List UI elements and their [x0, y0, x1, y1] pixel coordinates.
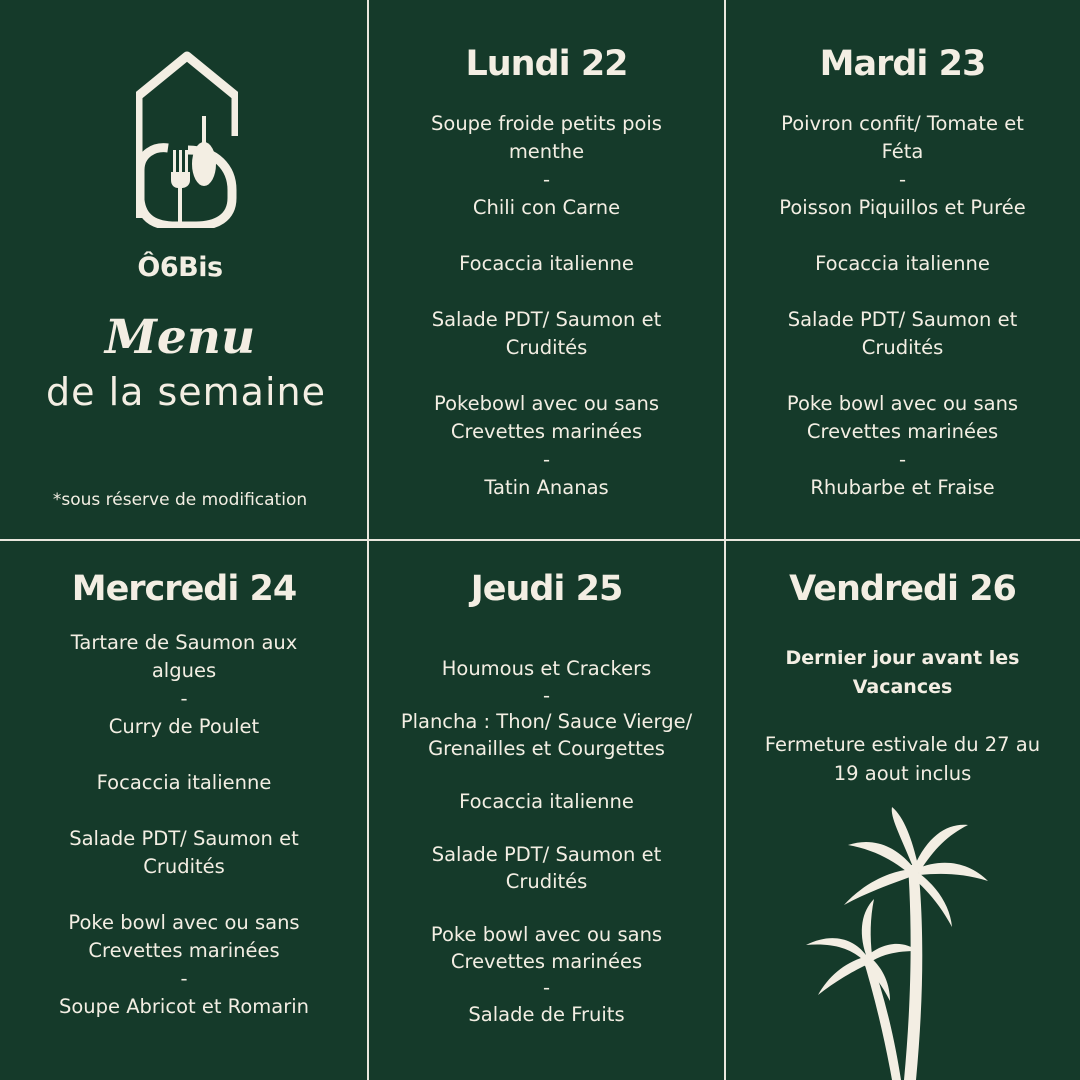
blank-line: [0, 881, 368, 909]
blank-line: [0, 741, 368, 769]
notice-line: Dernier jour avant les: [785, 647, 1020, 669]
menu-item-line: Crevettes marinées: [450, 420, 643, 443]
blank-line: [368, 222, 725, 250]
course-separator: -: [180, 687, 188, 710]
menu-items: [368, 656, 725, 1028]
brand-name: Ô6Bis: [137, 252, 223, 283]
menu-item-line: Houmous et Crackers: [441, 657, 652, 680]
menu-item-line: Rhubarbe et Fraise: [810, 476, 995, 499]
blank-line: [368, 278, 725, 306]
menu-item-line: Tatin Ananas: [484, 476, 609, 499]
menu-items: [725, 110, 1080, 502]
menu-item-line: Crudités: [143, 855, 225, 878]
menu-item-line: Salade PDT/ Saumon et: [431, 308, 662, 331]
course-separator: -: [180, 967, 188, 990]
notice-line: Vacances: [852, 676, 953, 698]
menu-item-line: Poke bowl avec ou sans: [786, 392, 1019, 415]
menu-item-line: Crudités: [505, 336, 588, 359]
blank-line: [368, 816, 725, 843]
menu-item-line: Soupe froide petits pois: [431, 112, 662, 135]
brand-panel: [0, 0, 368, 539]
course-separator: -: [898, 168, 907, 191]
course-separator: -: [542, 448, 551, 471]
closure-line: Fermeture estivale du 27 au: [764, 733, 1041, 756]
blank-line: [725, 278, 1080, 306]
menu-item-line: Crevettes marinées: [450, 949, 643, 973]
menu-item-line: Focaccia italienne: [815, 252, 990, 275]
blank-line: [368, 895, 725, 922]
menu-item-line: Crevettes marinées: [88, 939, 280, 962]
house-fork-spoon-logo-icon: [136, 50, 238, 228]
course-separator: -: [542, 976, 551, 1000]
menu-item-line: Féta: [881, 140, 924, 163]
menu-item-line: Tartare de Saumon aux: [70, 631, 298, 654]
menu-item-line: Curry de Poulet: [108, 715, 260, 738]
menu-item-line: Salade PDT/ Saumon et: [431, 843, 662, 867]
day-title: Vendredi 26: [789, 569, 1016, 609]
day-title: Lundi 22: [465, 44, 628, 84]
day-title: Mardi 23: [819, 44, 986, 84]
course-separator: -: [542, 683, 551, 707]
closure-line: 19 aout inclus: [833, 762, 972, 785]
menu-items: [0, 629, 368, 1021]
day-panel-wednesday: [0, 539, 368, 1080]
menu-item-line: Focaccia italienne: [96, 771, 272, 794]
day-title: Mercredi 24: [71, 569, 297, 609]
menu-item-line: Crudités: [861, 336, 944, 359]
blank-line: [368, 762, 725, 789]
day-panel-tuesday: [725, 0, 1080, 539]
day-panel-monday: [368, 0, 725, 539]
menu-item-line: Grenailles et Courgettes: [428, 736, 665, 760]
menu-item-line: Poke bowl avec ou sans: [68, 911, 300, 934]
menu-item-line: menthe: [508, 140, 585, 163]
menu-item-line: algues: [151, 659, 217, 682]
menu-item-line: Focaccia italienne: [459, 252, 634, 275]
blank-line: [725, 222, 1080, 250]
menu-item-line: Poivron confit/ Tomate et: [781, 112, 1024, 135]
row-divider: [0, 539, 1080, 541]
menu-item-line: Poisson Piquillos et Purée: [779, 196, 1026, 219]
menu-item-line: Crudités: [505, 869, 588, 893]
palm-trees-icon: [800, 805, 1000, 1080]
day-panel-thursday: [368, 539, 725, 1080]
menu-item-line: Focaccia italienne: [459, 789, 634, 813]
menu-item-line: Crevettes marinées: [806, 420, 999, 443]
menu-item-line: Salade PDT/ Saumon et: [69, 827, 299, 850]
menu-item-line: Chili con Carne: [472, 196, 621, 219]
menu-item-line: Salade de Fruits: [468, 1002, 625, 1026]
last-day-notice: [725, 644, 1080, 702]
menu-items: [368, 110, 725, 502]
blank-line: [368, 362, 725, 390]
menu-heading: Menu: [104, 310, 256, 365]
day-title: Jeudi 25: [470, 569, 623, 609]
disclaimer-note: *sous réserve de modification: [52, 490, 308, 510]
blank-line: [0, 797, 368, 825]
menu-item-line: Poke bowl avec ou sans: [430, 922, 663, 946]
menu-item-line: Soupe Abricot et Romarin: [58, 995, 310, 1018]
blank-line: [725, 362, 1080, 390]
menu-item-line: Salade PDT/ Saumon et: [787, 308, 1018, 331]
menu-item-line: Pokebowl avec ou sans: [434, 392, 659, 415]
closure-notice: [725, 730, 1080, 788]
menu-subtitle: de la semaine: [45, 370, 326, 414]
course-separator: -: [542, 168, 551, 191]
course-separator: -: [898, 448, 907, 471]
menu-item-line: Plancha : Thon/ Sauce Vierge/: [400, 710, 693, 734]
